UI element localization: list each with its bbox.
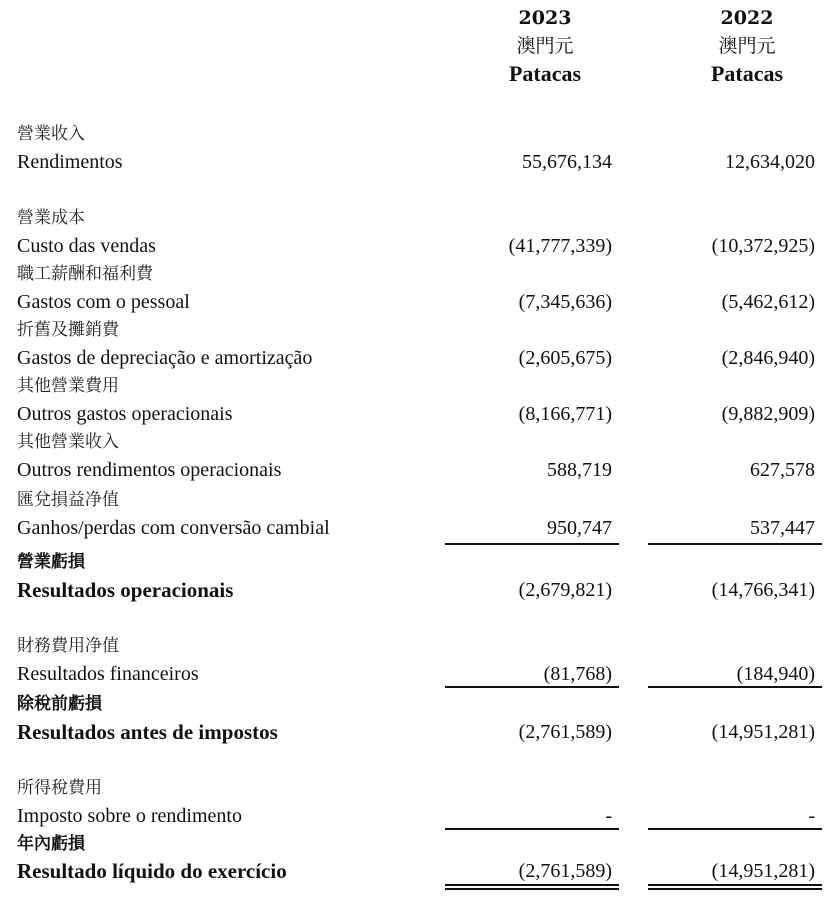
column-year: 2022 <box>720 7 774 29</box>
value-2022: 537,447 <box>750 517 815 539</box>
value-2023: (2,605,675) <box>518 347 612 369</box>
table-row <box>0 288 836 316</box>
row-label-zh <box>0 316 836 344</box>
table-row <box>0 456 836 484</box>
table-row <box>0 400 836 428</box>
column-currency-zh: 澳門元 <box>718 35 776 57</box>
value-2022: 12,634,020 <box>725 151 815 173</box>
table-row <box>0 344 836 372</box>
column-year: 2023 <box>518 7 572 29</box>
subtotal-rule <box>445 543 619 545</box>
value-2023: (41,777,339) <box>508 235 612 257</box>
row-label-zh <box>0 830 836 858</box>
table-row <box>0 148 836 176</box>
label-pt: Resultado líquido do exercício <box>17 859 287 883</box>
column-currency-pt: Patacas <box>710 61 784 86</box>
label-pt: Custo das vendas <box>17 235 156 257</box>
value-2022: - <box>808 805 815 827</box>
row-label-zh <box>0 690 836 718</box>
label-zh: 除稅前虧損 <box>17 694 102 714</box>
total-double-rule <box>648 884 822 890</box>
subtotal-rule <box>648 686 822 688</box>
label-zh: 所得稅費用 <box>17 778 102 798</box>
value-2023: 950,747 <box>547 517 612 539</box>
row-label-zh <box>0 204 836 232</box>
label-pt: Imposto sobre o rendimento <box>17 805 242 827</box>
label-pt: Gastos de depreciação e amortização <box>17 347 313 369</box>
row-label-zh <box>0 548 836 576</box>
table-row-subtotal <box>0 718 836 746</box>
value-2023: 588,719 <box>547 459 612 481</box>
value-2022: (5,462,612) <box>721 291 815 313</box>
value-2022: (14,951,281) <box>711 721 815 743</box>
value-2023: (2,761,589) <box>518 860 612 882</box>
value-2023: (81,768) <box>543 663 612 685</box>
row-label-zh <box>0 260 836 288</box>
subtotal-rule <box>445 686 619 688</box>
value-2023: (7,345,636) <box>518 291 612 313</box>
table-row <box>0 660 836 688</box>
label-zh: 匯兌損益净值 <box>17 490 119 510</box>
label-pt: Gastos com o pessoal <box>17 291 190 313</box>
label-pt: Ganhos/perdas com conversão cambial <box>17 517 330 539</box>
table-row <box>0 802 836 830</box>
value-2022: (14,766,341) <box>711 579 815 601</box>
value-2022: (184,940) <box>736 663 815 685</box>
label-zh: 財務費用净值 <box>17 636 119 656</box>
label-zh: 折舊及攤銷費 <box>17 320 119 340</box>
total-double-rule <box>445 884 619 890</box>
row-label-zh <box>0 774 836 802</box>
value-2022: (10,372,925) <box>711 235 815 257</box>
subtotal-rule <box>648 543 822 545</box>
row-label-zh <box>0 372 836 400</box>
label-zh: 營業收入 <box>17 124 85 144</box>
row-label-zh <box>0 428 836 456</box>
column-currency-zh: 澳門元 <box>516 35 574 57</box>
label-pt: Rendimentos <box>17 151 123 173</box>
table-row-subtotal <box>0 576 836 604</box>
row-label-zh <box>0 120 836 148</box>
label-zh: 其他營業費用 <box>17 376 119 396</box>
value-2023: 55,676,134 <box>522 151 612 173</box>
row-label-zh <box>0 632 836 660</box>
table-row <box>0 514 836 542</box>
value-2023: (2,761,589) <box>518 721 612 743</box>
label-pt: Resultados financeiros <box>17 663 199 685</box>
label-zh: 其他營業收入 <box>17 432 119 452</box>
row-label-zh <box>0 486 836 514</box>
label-zh: 營業成本 <box>17 208 85 228</box>
label-pt: Resultados antes de impostos <box>17 720 278 744</box>
column-currency-pt: Patacas <box>508 61 582 86</box>
value-2023: (2,679,821) <box>518 579 612 601</box>
value-2022: (14,951,281) <box>711 860 815 882</box>
column-header-2023 <box>458 4 632 88</box>
label-pt: Outros rendimentos operacionais <box>17 459 282 481</box>
label-zh: 年內虧損 <box>17 834 85 854</box>
column-header-2022 <box>660 4 834 88</box>
value-2023: (8,166,771) <box>518 403 612 425</box>
value-2022: (9,882,909) <box>721 403 815 425</box>
value-2022: 627,578 <box>750 459 815 481</box>
label-pt: Outros gastos operacionais <box>17 403 233 425</box>
label-zh: 職工薪酬和福利費 <box>17 264 153 284</box>
table-row <box>0 232 836 260</box>
value-2023: - <box>605 805 612 827</box>
label-pt: Resultados operacionais <box>17 578 234 602</box>
table-row-total <box>0 857 836 885</box>
label-zh: 營業虧損 <box>17 552 85 572</box>
value-2022: (2,846,940) <box>721 347 815 369</box>
